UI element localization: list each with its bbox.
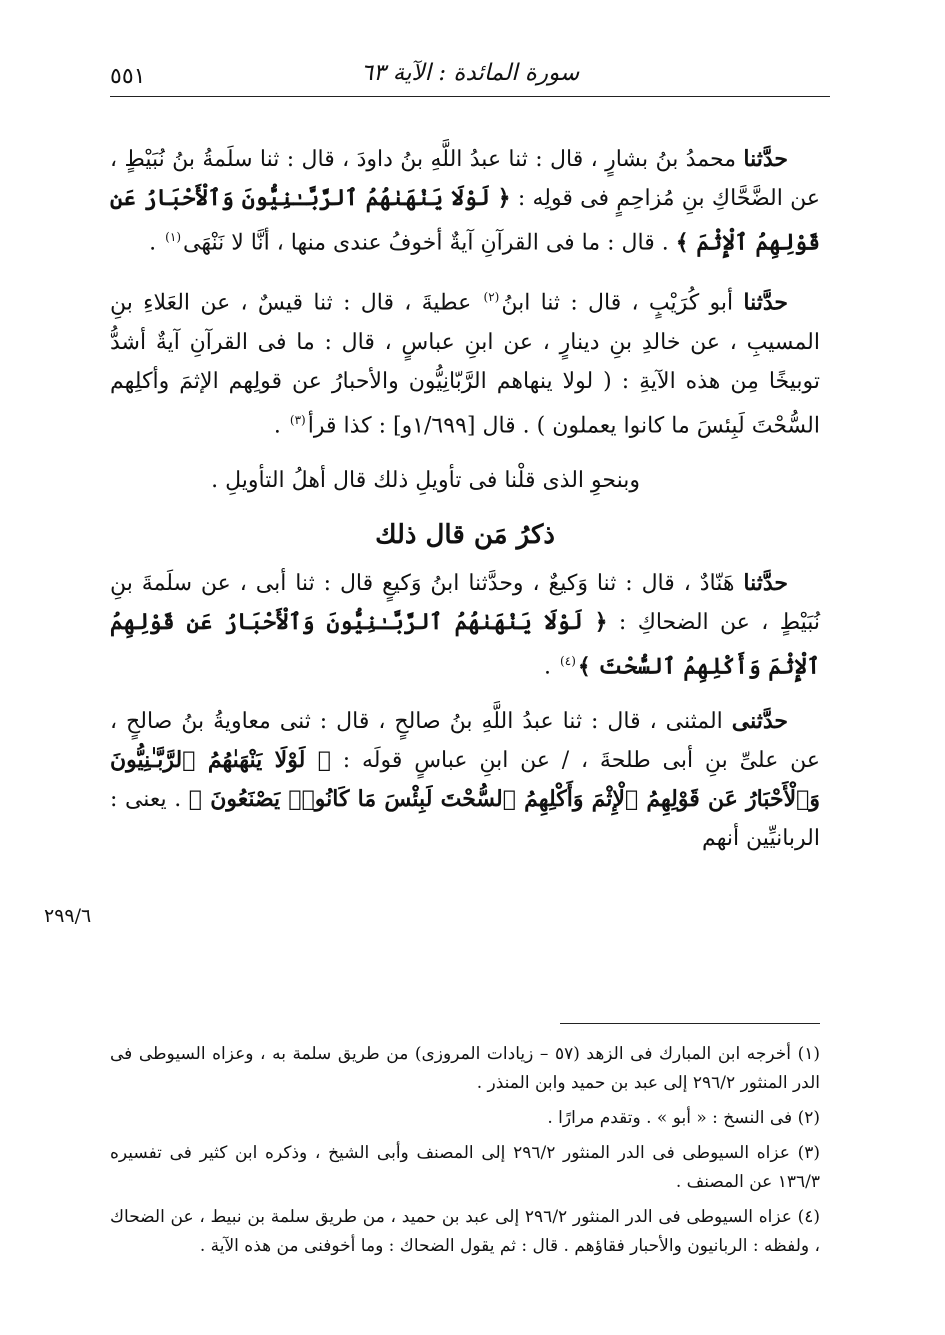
- footnote-2: (٢) فى النسخ : « أبو » . وتقدم مرارًا .: [547, 1108, 820, 1128]
- main-text: [110, 140, 820, 874]
- narration-end: .: [149, 230, 164, 256]
- footnote-4: (٤) عزاه السيوطى فى الدر المنثور ٢٩٦/٢ إلى عبد بن حميد ، من طريق سلمة بن نبيط ، عن الضحاك ، ولفظه : الربانيون والأحبار فقاؤهم . قال : ثم يقول الضحاك : وما أخوفنى من هذه الآية .: [110, 1207, 821, 1256]
- narration-end: .: [273, 412, 288, 438]
- footnote-marker: (٣): [289, 412, 306, 427]
- quran-quote: ﴿ لَوْلَا يَنْهَىٰهُمُ ٱلرَّبَّـٰنِيُّونَ وَٱلْأَحْبَارُ عَن قَوْلِهِمُ ٱلْإِثْمَ ﴾: [110, 185, 820, 256]
- margin-reference: ٢٩٩/٦: [44, 905, 92, 927]
- narration-tail: . قال : ما فى القرآنِ آيةٌ أخوفُ عندى منها ، أنَّا لا نَنْهَى: [183, 230, 669, 256]
- page-header: [110, 58, 830, 98]
- narration-lead: حدَّثنا: [743, 289, 788, 316]
- footnote-marker: (٤): [560, 653, 576, 668]
- narration-text: هَنّادٌ ، قال : ثنا وَكيعٌ ، وحدَّثنا ابنُ وَكيعٍ قال : ثنا أبى ، عن سلَمةَ بنِ نُبَيْطٍ ، عن الضحاكِ :: [110, 570, 820, 635]
- narration-text: محمدُ بنُ بشارٍ ، قال : ثنا عبدُ اللَّهِ بنُ داودَ ، قال : ثنا سلَمةُ بنُ نُبَيْطٍ ، عن الضَّحَّاكِ بنِ مُزاحِمٍ فى قولِه :: [110, 147, 820, 211]
- narration-lead: حدَّثنا: [743, 146, 788, 172]
- narration-lead: حدَّثنا: [743, 569, 788, 596]
- quran-quote: ﴿ لَوْلَا يَنْهَىٰهُمُ ٱلرَّبَّـٰنِيُّونَ وَٱلْأَحْبَارُ عَن قَوْلِهِمُ ٱلْإِثْمَ وَأَكْلِهِمُ ٱلسُّحْتَ لَبِئْسَ مَا كَانُوا۟ يَصْنَعُونَ ﴾: [110, 747, 820, 813]
- footnote-marker: (٢): [483, 290, 500, 305]
- footnote-marker: (١): [165, 230, 181, 244]
- footnote-rule: [560, 1023, 820, 1024]
- narration-text: المثنى ، قال : ثنا عبدُ اللَّهِ بنُ صالحٍ ، قال : ثنى معاويةُ بنُ صالحٍ ، عن علىِّ بنِ أبى طلحةَ ، / عن ابنِ عباسٍ قولَه :: [110, 709, 821, 774]
- section-heading: ذكرُ مَن قال ذلك: [375, 519, 555, 550]
- narration-tail: عطيةَ ، قال : ثنا قيسٌ ، عن العَلاءِ بنِ المسيبِ ، عن خالدِ بنِ دينارٍ ، عن ابنِ عباسٍ ، قال : ما فى القرآنِ آيةٌ أشدُّ توبيخًا مِن هذه الآيةِ : ( لولا ينهاهم الرَّبّانِيُّون والأحبارُ عن قولِهم الإثمَ وأكلِهم السُّحْتَ لَبِئسَ ما كانوا يعملون ) . قال [١/٦٩٩و] : كذا قرأ: [110, 290, 820, 438]
- narration-tail: . يعنى : الربانيِّين أنهم: [110, 787, 820, 852]
- page-number: ٥٥١: [110, 64, 146, 89]
- narration-lead: حدَّثنى: [731, 708, 788, 735]
- header-rule: [110, 96, 830, 97]
- footnote-1: (١) أخرجه ابن المبارك فى الزهد (٥٧ – زيادات المروزى) من طريق سلمة به ، وعزاه السيوطى فى الدر المنثور ٢٩٦/٢ إلى عبد بن حميد وابن المنذر .: [110, 1044, 821, 1093]
- summary-line: وبنحوِ الذى قلْنا فى تأويلِ ذلك قال أهلُ التأويلِ .: [211, 467, 640, 493]
- quran-quote: ﴿ لَوْلَا يَنْهَىٰهُمُ ٱلرَّبَّـٰنِيُّونَ وَٱلْأَحْبَارُ عَن قَوْلِهِمُ ٱلْإِثْمَ وَأَكْلِهِمُ ٱلسُّحْتَ ﴾: [110, 608, 820, 680]
- footnote-3: (٣) عزاه السيوطى فى الدر المنثور ٢٩٦/٢ إلى المصنف وأبى الشيخ ، وذكره ابن كثير فى تفسيره ١٣٦/٣ عن المصنف .: [110, 1143, 820, 1192]
- running-title: سورة المائدة : الآية ٦٣: [360, 60, 580, 86]
- footnotes: [110, 1040, 820, 1267]
- narration-text: أبو كُرَيْبٍ ، قال : ثنا ابنُ: [501, 290, 734, 316]
- paragraph-1: [110, 140, 820, 262]
- narration-end: .: [544, 654, 559, 680]
- paragraph-4: [110, 702, 820, 858]
- paragraph-3: [110, 564, 820, 686]
- paragraph-2: [110, 278, 820, 445]
